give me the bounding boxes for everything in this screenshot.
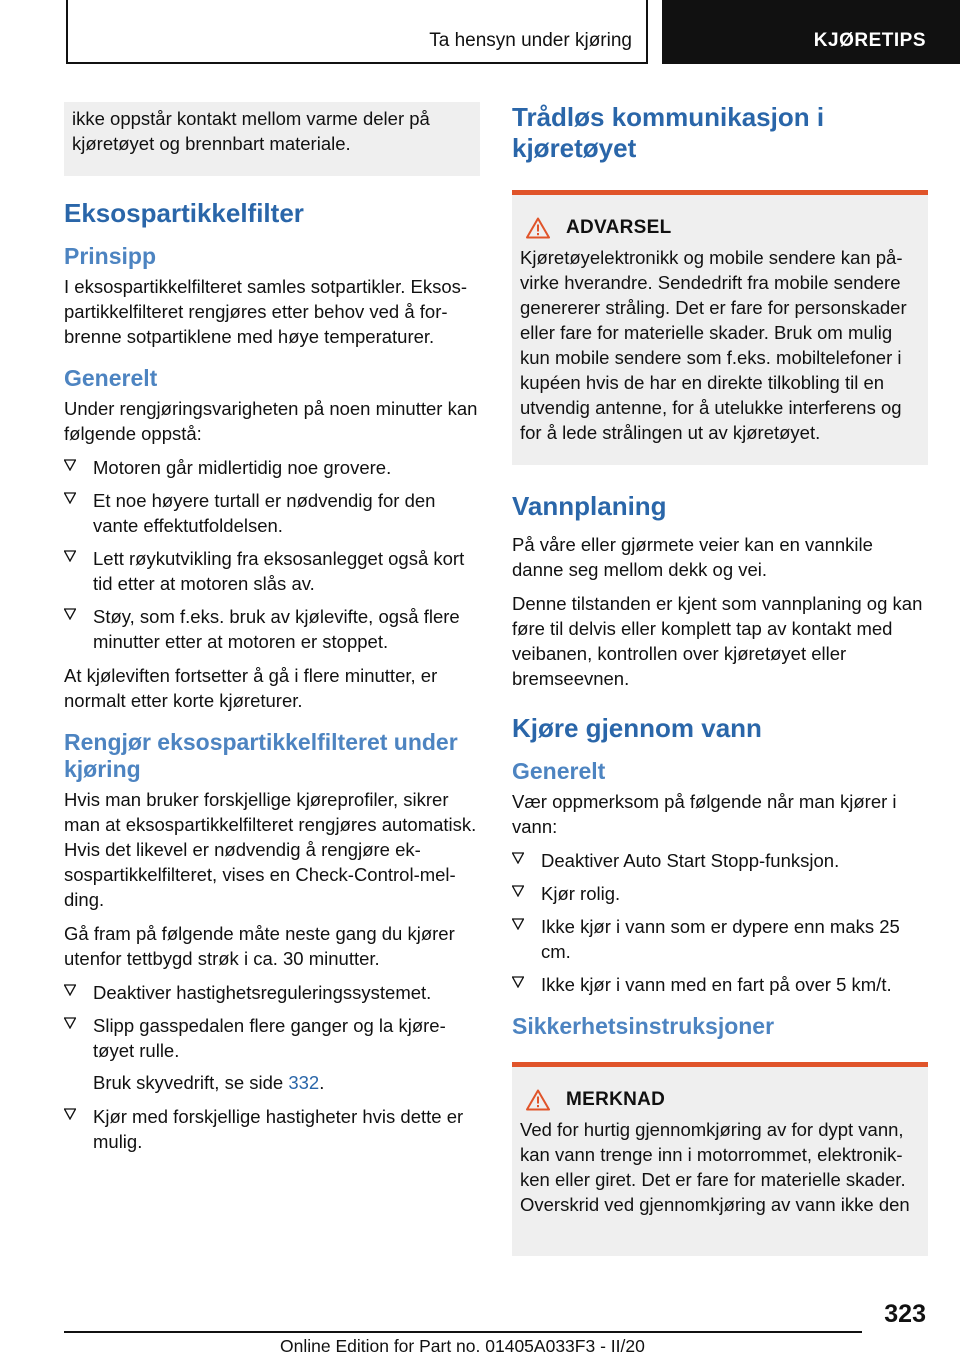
general-list (64, 455, 480, 654)
triangle-bullet-icon (64, 550, 76, 562)
clean-text-1: Hvis man bruker forskjellige kjøreprofiler, sikrer man at eksospartikkelfilteret rengjøres automatisk. Hvis det likevel er nødvendig å rengjøre eksospartikkelfilteret, vises en Check-Control-melding. (64, 789, 477, 910)
subheading-water-general: Generelt (512, 758, 606, 784)
heading-wireless: Trådløs kommunikasjon i kjøretøyet (512, 102, 825, 163)
list-item: Støy, som f.eks. bruk av kjølevifte, også flere minutter etter at motoren er stoppet. (64, 604, 480, 654)
subheading-safety: Sikkerhetsinstruksjoner (512, 1013, 775, 1039)
list-item: Ikke kjør i vann med en fart på over 5 km/t. (512, 972, 928, 997)
warning-triangle-icon (526, 1089, 550, 1111)
clean-list (64, 980, 480, 1063)
triangle-bullet-icon (64, 492, 76, 504)
left-column (64, 102, 480, 1163)
triangle-bullet-icon (64, 1017, 76, 1029)
triangle-bullet-icon (64, 1108, 76, 1120)
aquaplaning-text-2: Denne tilstanden er kjent som vannplaning og kan føre til delvis eller komplett tap av kontakt med veibanen, kontrollen over kjøretøyet eller bremseevnen. (512, 593, 923, 689)
notice-text-clip (520, 1117, 920, 1256)
notice-box (512, 1062, 928, 1256)
footer-edition: Online Edition for Part no. 01405A033F3 - II/20 (280, 1336, 645, 1356)
warning-title: ADVARSEL (566, 217, 672, 238)
notice-text: Ved for hurtig gjennomkjøring av for dypt vann, kan vann trenge inn i motorrommet, elektronikken eller giret. Det er fare for materielle skader. Overskrid ved gjennomkjøring av vann ikke den (520, 1119, 910, 1215)
list-item: Slipp gasspedalen flere ganger og la kjøretøyet rulle. (64, 1013, 480, 1063)
list-item: Ikke kjør i vann som er dypere enn maks 25 cm. (512, 914, 928, 964)
list-item: Deaktiver Auto Start Stopp-funksjon. (512, 848, 928, 873)
list-item: Motoren går midlertidig noe grovere. (64, 455, 480, 480)
clean-list-last (64, 1104, 480, 1154)
triangle-bullet-icon (64, 459, 76, 471)
list-item: Lett røykutvikling fra eksosanlegget også kort tid etter at motoren slås av. (64, 546, 480, 596)
water-text: Vær oppmerksom på følgende når man kjører i vann: (512, 791, 897, 837)
triangle-bullet-icon (64, 984, 76, 996)
header-section-tab (662, 0, 960, 64)
warning-triangle-icon (526, 217, 550, 239)
subheading-general: Generelt (64, 365, 158, 391)
fan-text: At kjøleviften fortsetter å gå i flere minutter, er normalt etter korte kjøreturer. (64, 665, 438, 711)
heading-drive-through-water: Kjøre gjennom vann (512, 713, 762, 743)
notice-title: MERKNAD (566, 1089, 666, 1110)
triangle-bullet-icon (512, 976, 524, 988)
header-title: Ta hensyn under kjøring (429, 30, 632, 51)
general-text: Under rengjøringsvarigheten på noen minutter kan følgende oppstå: (64, 398, 478, 444)
footer-divider (64, 1331, 862, 1333)
subheading-principle: Prinsipp (64, 243, 157, 269)
triangle-bullet-icon (512, 918, 524, 930)
coast-reference: Bruk skyvedrift, se side 332. (93, 1072, 325, 1093)
list-item: Kjør med forskjellige hastigheter hvis dette er mulig. (64, 1104, 480, 1154)
right-column (512, 102, 928, 1256)
triangle-bullet-icon (64, 608, 76, 620)
clean-text-2: Gå fram på følgende måte neste gang du kjører utenfor tettbygd strøk i ca. 30 minutter. (64, 923, 455, 969)
header-section-label: KJØRETIPS (813, 30, 926, 51)
triangle-bullet-icon (512, 852, 524, 864)
triangle-bullet-icon (512, 885, 524, 897)
subheading-clean-filter: Rengjør eksospartikkelfilteret under kjøring (64, 729, 458, 782)
aquaplaning-text-1: På våre eller gjørmete veier kan en vannkile danne seg mellom dekk og vei. (512, 534, 873, 580)
warning-title-row (526, 217, 920, 239)
water-list (512, 848, 928, 997)
page-number: 323 (884, 1300, 926, 1328)
notice-title-row (526, 1089, 920, 1111)
continued-box (64, 102, 480, 176)
page-link-332[interactable]: 332 (288, 1072, 320, 1093)
warning-text: Kjøretøyelektronikk og mobile sendere kan påvirke hverandre. Sendedrift fra mobile sendere genererer stråling. Det er fare for personskader eller fare for materielle skader. Bruk om mulig kun mobile sendere som f.eks. mobiltelefoner i kupéen hvis de har en direkte tilkobling til en utvendig antenne, for å utelukke interferens og for å lede strålingen ut av kjøretøyet. (520, 247, 907, 443)
list-item: Kjør rolig. (512, 881, 928, 906)
heading-aquaplaning: Vannplaning (512, 491, 667, 521)
header-title-box (66, 0, 648, 64)
heading-particle-filter: Eksospartikkelfilter (64, 198, 304, 228)
list-item: Deaktiver hastighetsreguleringssystemet. (64, 980, 480, 1005)
warning-box (512, 190, 928, 465)
principle-text: I eksospartikkelfilteret samles sotpartikler. Eksospartikkelfilteret rengjøres etter behov ved å forbrenne sotpartiklene med høye temperaturer. (64, 276, 468, 347)
continued-text: ikke oppstår kontakt mellom varme deler på kjøretøyet og brennbart materiale. (72, 108, 430, 154)
list-item: Et noe høyere turtall er nødvendig for den vante effektutfoldelsen. (64, 488, 480, 538)
